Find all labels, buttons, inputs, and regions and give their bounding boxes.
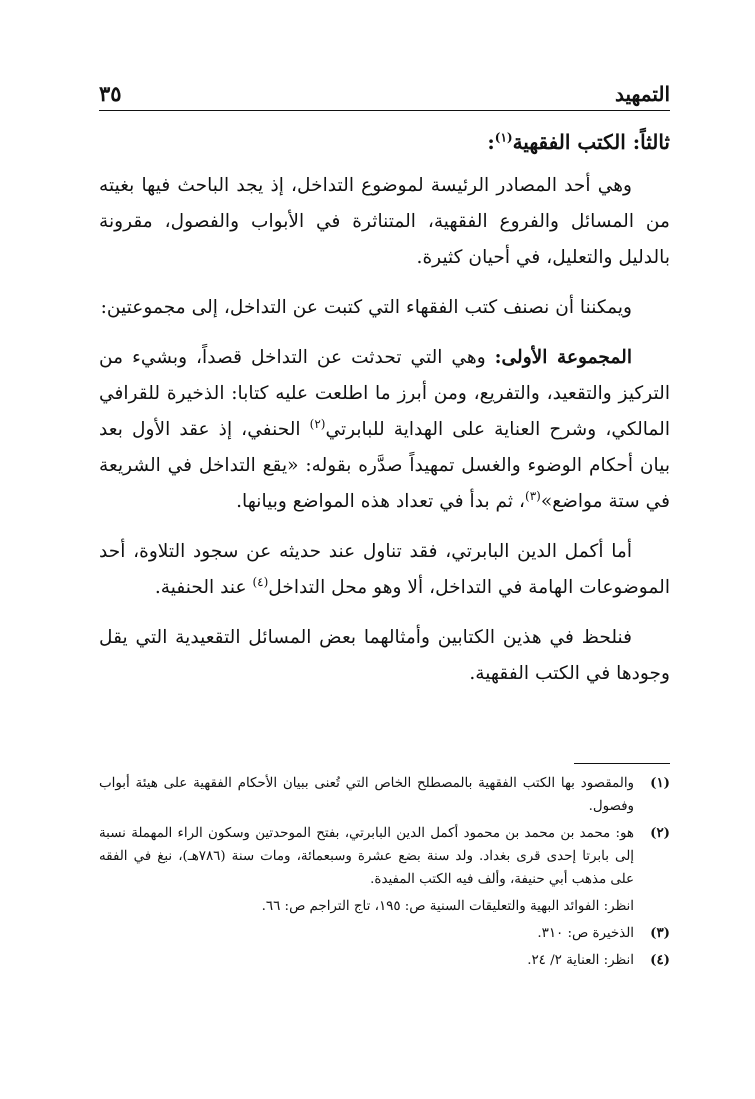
footnote-ref-2: (٢) <box>309 416 326 431</box>
paragraph-4-part-1: أما أكمل الدين البابرتي، فقد تناول عند حديثه عن سجود التلاوة، أحد الموضوعات الهامة في التداخل، ألا وهو محل التداخل <box>99 541 670 598</box>
paragraph-5: فنلحظ في هذين الكتابين وأمثالهما بعض المسائل التقعيدية التي يقل وجودها في الكتب الفقهية. <box>99 627 670 684</box>
footnote <box>99 822 670 891</box>
footnote-ref-4: (٤) <box>252 574 269 589</box>
group-one-lead: المجموعة الأولى: <box>494 347 632 368</box>
paragraph-3-part-3: ، ثم بدأ في تعداد هذه المواضع وبيانها. <box>236 491 525 512</box>
footnote-separator <box>574 763 670 764</box>
section-heading-colon: : <box>487 130 495 154</box>
paragraph-3 <box>99 340 670 520</box>
paragraph-4-part-2: عند الحنفية. <box>154 577 253 598</box>
footnote-text: والمقصود بها الكتب الفقهية بالمصطلح الخاص التي تُعنى ببيان الأحكام الفقهية على هيئة أبواب وفصول. <box>99 776 634 814</box>
section-heading-text: ثالثاً: الكتب الفقهية <box>512 130 670 154</box>
paragraph-1: وهي أحد المصادر الرئيسة لموضوع التداخل، إذ يجد الباحث فيها بغيته من المسائل والفروع الفقهية، المتناثرة في الأبواب والفصول، مقرونة بالدليل والتعليل، في أحيان كثيرة. <box>99 175 670 268</box>
footnote-number: (١) <box>650 775 670 791</box>
footnote-number: (٢) <box>650 825 670 841</box>
running-title: التمهيد <box>615 82 670 106</box>
paragraph-2: ويمكننا أن نصنف كتب الفقهاء التي كتبت عن التداخل، إلى مجموعتين: <box>100 297 632 318</box>
footnote <box>99 922 670 945</box>
page-header <box>99 72 670 111</box>
footnotes <box>99 772 670 976</box>
page-number: ٣٥ <box>99 81 122 106</box>
footnote-number: (٤) <box>650 952 670 968</box>
paragraph-4 <box>99 534 670 606</box>
footnote-number: (٣) <box>650 925 670 941</box>
section-heading <box>99 122 670 162</box>
footnote-text: انظر: العناية ٢/ ٢٤. <box>527 953 634 968</box>
footnote-text: هو: محمد بن محمد بن محمود أكمل الدين البابرتي، بفتح الموحدتين وسكون الراء المهملة نسبة إلى بابرتا إحدى قرى بغداد. ولد سنة بضع عشرة وسبعمائة، ومات سنة (٧٨٦هـ)، نبغ في الفقه على مذهب أبي حنيفة، وألف فيه الكتب المفيدة. <box>99 826 634 887</box>
footnote-text: الذخيرة ص: ٣١٠. <box>537 926 634 941</box>
footnote-source: انظر: الفوائد البهية والتعليقات السنية ص: ١٩٥، تاج التراجم ص: ٦٦. <box>261 899 634 914</box>
footnote-ref-1: (١) <box>494 130 513 145</box>
paragraph-3-part-2: الحنفي، إذ عقد الأول بعد بيان أحكام الوضوء والغسل تمهيداً صدَّره بقوله: «يقع التداخل في الشريعة في ستة مواضع» <box>99 419 670 512</box>
main-text <box>99 122 670 706</box>
paragraph-3-part-1: وهي التي تحدثت عن التداخل قصداً، وبشيء من التركيز والتقعيد، والتفريع، ومن أبرز ما اطلعت عليه كتابا: الذخيرة للقرافي المالكي، وشرح العناية على الهداية للبابرتي <box>99 347 670 440</box>
footnote-ref-3: (٣) <box>525 488 541 503</box>
footnote <box>99 772 670 818</box>
footnote <box>99 949 670 972</box>
